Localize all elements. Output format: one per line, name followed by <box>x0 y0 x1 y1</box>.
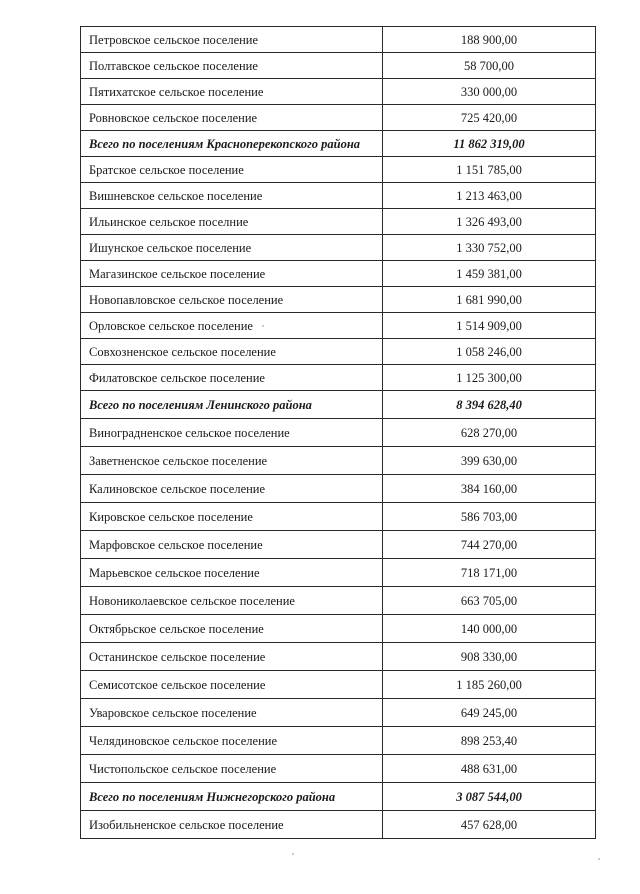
amount-cell: 663 705,00 <box>383 587 596 615</box>
table-row <box>81 727 596 755</box>
amount-cell: 628 270,00 <box>383 419 596 447</box>
table-row <box>81 531 596 559</box>
settlement-name-cell: Вишневское сельское поселение <box>81 183 383 209</box>
table-row <box>81 811 596 839</box>
table-row <box>81 105 596 131</box>
settlement-name-cell: Ильинское сельское поселние <box>81 209 383 235</box>
table-row <box>81 503 596 531</box>
table-row <box>81 27 596 53</box>
settlement-name-cell: Уваровское сельское поселение <box>81 699 383 727</box>
settlement-name-cell: Петровское сельское поселение <box>81 27 383 53</box>
settlement-name-cell: Виноградненское сельское поселение <box>81 419 383 447</box>
district-total-amount: 8 394 628,40 <box>383 391 596 419</box>
settlement-name-cell: Новопавловское сельское поселение <box>81 287 383 313</box>
amount-cell: 488 631,00 <box>383 755 596 783</box>
amount-cell: 1 213 463,00 <box>383 183 596 209</box>
amount-cell: 1 125 300,00 <box>383 365 596 391</box>
amount-cell: 330 000,00 <box>383 79 596 105</box>
amount-cell: 399 630,00 <box>383 447 596 475</box>
amount-cell: 744 270,00 <box>383 531 596 559</box>
table-row <box>81 671 596 699</box>
amount-cell: 1 326 493,00 <box>383 209 596 235</box>
district-total-amount: 11 862 319,00 <box>383 131 596 157</box>
table-row <box>81 261 596 287</box>
amount-cell: 1 151 785,00 <box>383 157 596 183</box>
table-row <box>81 235 596 261</box>
table-row <box>81 365 596 391</box>
amount-cell: 384 160,00 <box>383 475 596 503</box>
settlement-name-cell: Изобильненское сельское поселение <box>81 811 383 839</box>
settlement-name-cell: Семисотское сельское поселение <box>81 671 383 699</box>
district-total-row <box>81 391 596 419</box>
district-total-label: Всего по поселениям Нижнегорского района <box>81 783 383 811</box>
amount-cell: 586 703,00 <box>383 503 596 531</box>
table-row <box>81 587 596 615</box>
settlement-name-cell: Октябрьское сельское поселение <box>81 615 383 643</box>
table-row <box>81 79 596 105</box>
amount-cell: 1 514 909,00 <box>383 313 596 339</box>
table-row <box>81 643 596 671</box>
settlement-name-cell: Ишунское сельское поселение <box>81 235 383 261</box>
settlement-name-cell: Совхозненское сельское поселение <box>81 339 383 365</box>
table-row <box>81 615 596 643</box>
amount-cell: 649 245,00 <box>383 699 596 727</box>
settlement-name-cell: Пятихатское сельское поселение <box>81 79 383 105</box>
district-total-row <box>81 131 596 157</box>
amount-cell: 1 330 752,00 <box>383 235 596 261</box>
settlement-name-cell: Ровновское сельское поселение <box>81 105 383 131</box>
table-row <box>81 699 596 727</box>
scan-speck <box>262 325 264 327</box>
amount-cell: 898 253,40 <box>383 727 596 755</box>
table-row <box>81 339 596 365</box>
table-row <box>81 419 596 447</box>
amount-cell: 908 330,00 <box>383 643 596 671</box>
amount-cell: 1 459 381,00 <box>383 261 596 287</box>
amount-cell: 140 000,00 <box>383 615 596 643</box>
settlement-name-cell: Магазинское сельское поселение <box>81 261 383 287</box>
table-row <box>81 313 596 339</box>
table-row <box>81 209 596 235</box>
settlement-name-cell: Челядиновское сельское поселение <box>81 727 383 755</box>
table-row <box>81 559 596 587</box>
settlement-name-cell: Марфовское сельское поселение <box>81 531 383 559</box>
settlement-name-cell: Орловское сельское поселение <box>81 313 383 339</box>
settlement-name-cell: Чистопольское сельское поселение <box>81 755 383 783</box>
amount-cell: 188 900,00 <box>383 27 596 53</box>
scan-speck <box>292 853 294 855</box>
amount-cell: 718 171,00 <box>383 559 596 587</box>
settlement-name-cell: Калиновское сельское поселение <box>81 475 383 503</box>
settlement-name-cell: Новониколаевское сельское поселение <box>81 587 383 615</box>
settlement-allocation-table <box>80 26 596 839</box>
district-total-label: Всего по поселениям Ленинского района <box>81 391 383 419</box>
amount-cell: 725 420,00 <box>383 105 596 131</box>
settlement-name-cell: Филатовское сельское поселение <box>81 365 383 391</box>
district-total-row <box>81 783 596 811</box>
scan-speck <box>598 858 600 860</box>
table-row <box>81 183 596 209</box>
table-row <box>81 287 596 313</box>
district-total-label: Всего по поселениям Красноперекопского района <box>81 131 383 157</box>
amount-cell: 58 700,00 <box>383 53 596 79</box>
settlement-name-cell: Марьевское сельское поселение <box>81 559 383 587</box>
table-row <box>81 475 596 503</box>
settlement-name-cell: Останинское сельское поселение <box>81 643 383 671</box>
settlement-name-cell: Заветненское сельское поселение <box>81 447 383 475</box>
table-row <box>81 53 596 79</box>
table-row <box>81 755 596 783</box>
amount-cell: 457 628,00 <box>383 811 596 839</box>
table-row <box>81 447 596 475</box>
settlement-name-cell: Братское сельское поселение <box>81 157 383 183</box>
table-row <box>81 157 596 183</box>
amount-cell: 1 185 260,00 <box>383 671 596 699</box>
amount-cell: 1 681 990,00 <box>383 287 596 313</box>
district-total-amount: 3 087 544,00 <box>383 783 596 811</box>
settlement-name-cell: Полтавское сельское поселение <box>81 53 383 79</box>
amount-cell: 1 058 246,00 <box>383 339 596 365</box>
settlement-name-cell: Кировское сельское поселение <box>81 503 383 531</box>
